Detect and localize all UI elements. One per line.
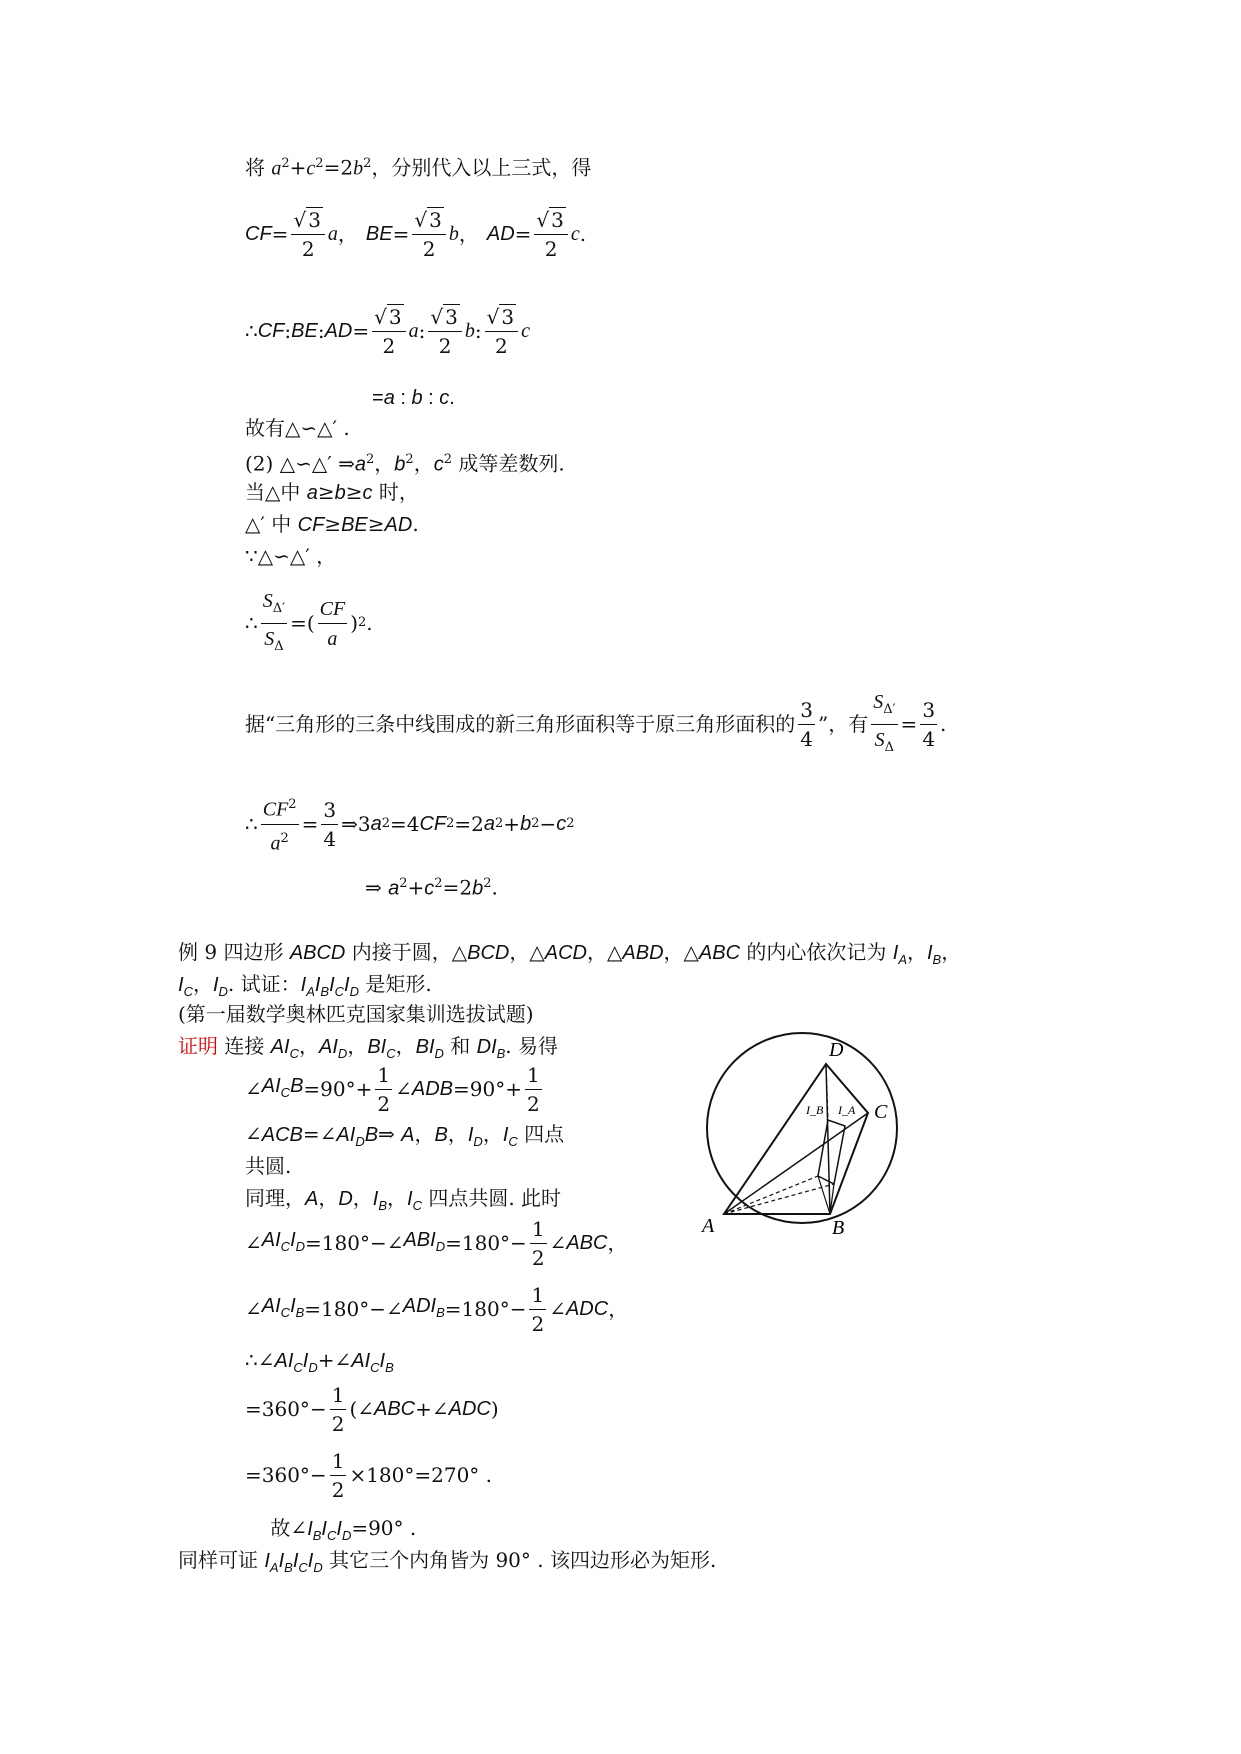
- proof-angle-2: ∠ $AI_CI_D$ =180°−∠ $ABI_D$ =180°− $\frac{1}{2}$ ∠ ABC ，: [245, 1216, 628, 1270]
- line-arith-seq: (2) △∽△′ $\Rightarrow a^2$，$b^2$，$c^2$ 成等差数列.: [245, 451, 565, 476]
- final-line: 同样可证 $I_AI_BI_CI_D$ 其它三个内角皆为 90° . 该四边形必为矩形.: [178, 1548, 717, 1575]
- line-substitute: 将 $a^2+c^2=2b^2$，分别代入以上三式，得: [245, 155, 592, 180]
- proof-line-5: 同理，A，D，$I_B$，$I_C$ 四点共圆. 此时: [245, 1186, 562, 1213]
- line-because: ∵△∽△′ ，: [245, 544, 337, 568]
- ratio-result: =a : b : c.: [372, 387, 455, 409]
- proof-line-9: =360°− $\frac{1}{2}$ (∠ ABC +∠ ADC ): [245, 1382, 499, 1436]
- label-A: A: [702, 1215, 715, 1237]
- circumcircle: [707, 1033, 897, 1223]
- cyclic-quad-figure: [672, 1024, 932, 1254]
- proof-angle-3: ∠ $AI_CI_B$ =180°−∠ $ADI_B$ =180°− $\frac{1}{2}$ ∠ ADC ，: [245, 1282, 629, 1336]
- example-source: (第一届数学奥林匹克国家集训选拔试题): [178, 1002, 534, 1026]
- incenter-rect: [818, 1120, 845, 1184]
- median-values: CF = $\frac{√ 3}{2}$ a ， BE = $\frac{√ 3}{2}$ b ， AD = $\frac{√ 3}{2}$ c .: [245, 207, 587, 261]
- label-IB: I_B: [806, 1103, 824, 1117]
- quad-ABCD: [724, 1064, 868, 1214]
- line-median-order: △′ 中 CF≥BE≥AD.: [245, 512, 419, 536]
- line-order: 当△中 a≥b≥c 时，: [245, 480, 419, 504]
- label-D: D: [829, 1039, 844, 1061]
- proof-line-8: $\therefore\angle AI_CI_D+\angle AI_CI_B$: [245, 1348, 394, 1375]
- label-IA: I_A: [838, 1103, 856, 1117]
- proof-label: 证明: [178, 1034, 218, 1058]
- theorem-line: 据“三角形的三条中线围成的新三角形面积等于原三角形面积的 $\frac{3}{4}$ ”，有 $\frac{S_{\Delta'}}{S_\Delta}$ = $\frac{3}{4}$ .: [245, 688, 946, 760]
- proof-line-1: 证明 连接 $AI_C$，$AI_D$，$BI_C$，$BI_D$ 和 $DI_B$. 易得: [178, 1034, 559, 1061]
- example-9: 例 9 四边形 ABCD 内接于圆，△BCD，△ACD，△ABD，△ABC 的内心依次记为 $I_A$，$I_B$，: [178, 940, 962, 967]
- derivation-1: ∴ $\frac{CF^2}{a^2}$ = $\frac{3}{4}$ ⇒3 a 2 =4 CF 2 =2 a 2 + b 2 − c 2: [245, 786, 575, 862]
- proof-line-11: 故$\angle I_BI_CI_D=90^\circ$ .: [245, 1516, 417, 1543]
- label-B: B: [832, 1217, 845, 1239]
- area-ratio: ∴ $\frac{S_{\Delta'}}{S_\Delta}$ =( $\frac{CF}{a}$ ) 2 .: [245, 585, 373, 661]
- diag-AC: [724, 1113, 868, 1214]
- proof-line-10: =360°− $\frac{1}{2}$ ×180°=270° .: [245, 1448, 493, 1502]
- derivation-2: ⇒ $a^2+c^2=2b^2$.: [365, 875, 498, 900]
- proof-line-3: $\angle ACB=\angle AI_DB\Rightarrow$ A，B，$I_D$，$I_C$ 四点: [245, 1122, 565, 1149]
- proof-angle-1: ∠ $AI_CB$ =90°+ $\frac{1}{2}$ ∠ ADB =90°+ $\frac{1}{2}$: [245, 1062, 540, 1116]
- line-similar: 故有△∽△′ .: [245, 416, 350, 440]
- example-9-line2: $I_C$，$I_D$. 试证：$I_AI_BI_CI_D$ 是矩形.: [178, 972, 432, 999]
- ratio-equation: ∴ CF : BE : AD = $\frac{√ 3}{2}$ a : $\frac{√ 3}{2}$ b : $\frac{√ 3}{2}$ c: [245, 304, 530, 358]
- proof-line-4: 共圆.: [245, 1154, 292, 1178]
- label-C: C: [874, 1101, 888, 1123]
